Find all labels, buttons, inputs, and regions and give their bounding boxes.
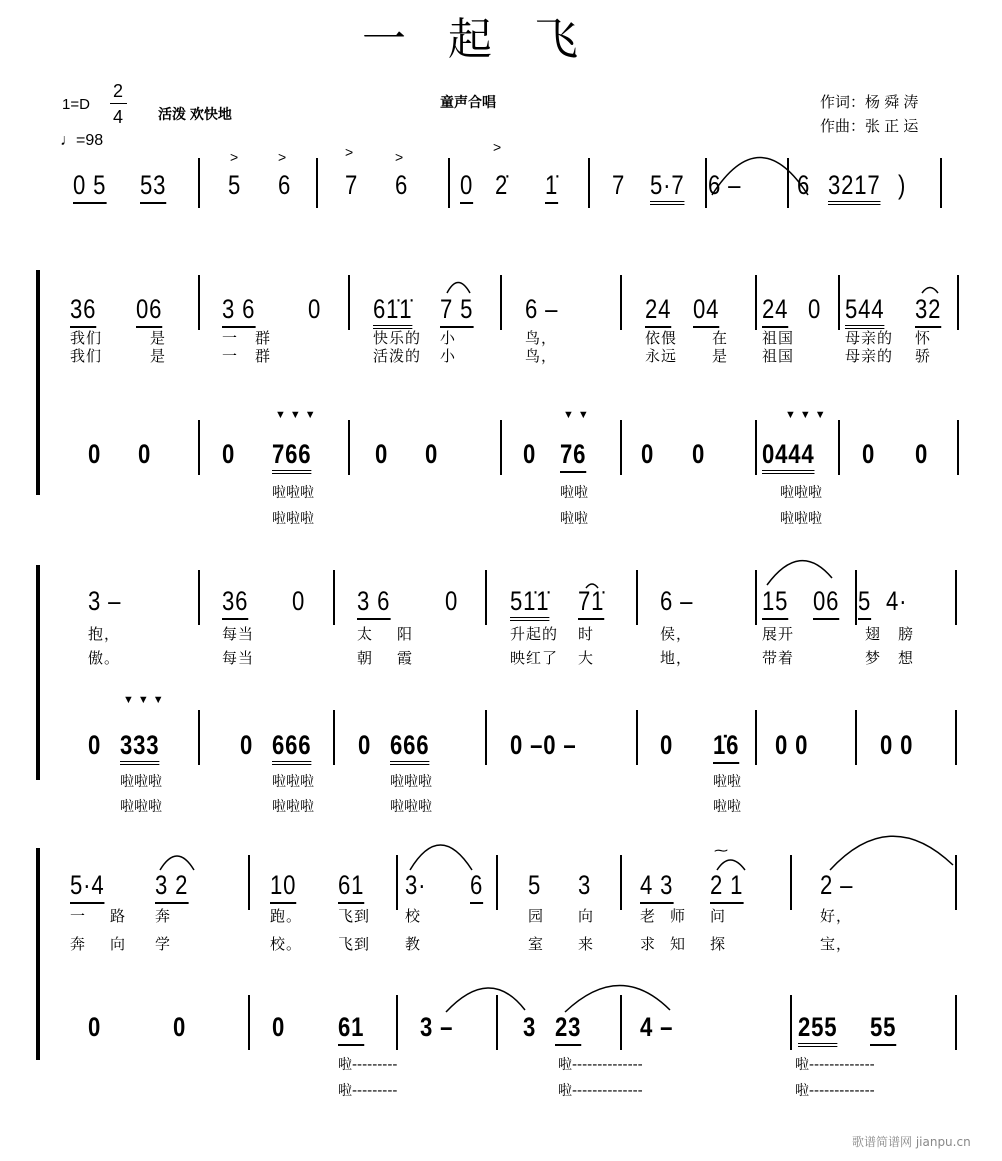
- harmony-lyric-verse1: 啦啦啦: [272, 485, 314, 501]
- barline: [787, 158, 789, 208]
- key-signature: 1=D: [62, 96, 90, 113]
- harmony-note: 76: [560, 441, 586, 473]
- harmony-note: 0: [660, 730, 674, 760]
- tempo-marking: ♩=98: [60, 132, 104, 149]
- barline: [838, 275, 840, 330]
- lyric-verse1: 园: [528, 907, 545, 925]
- lyric-verse2: 大: [578, 649, 595, 667]
- barline: [755, 710, 757, 765]
- melody-note: 61: [338, 872, 364, 904]
- time-signature-bottom: 4: [113, 107, 124, 127]
- accent-mark: >: [345, 144, 354, 160]
- barline: [198, 710, 200, 765]
- harmony-note: 666: [272, 732, 311, 765]
- harmony-note: 1̇6: [713, 732, 739, 764]
- lyric-verse2: 奔: [70, 935, 87, 953]
- harmony-note: 0: [692, 439, 706, 469]
- melody-note: 24: [762, 296, 788, 328]
- harmony-note: 0: [915, 439, 929, 469]
- harmony-note: 3: [523, 1012, 537, 1042]
- melody-note: 6: [470, 872, 483, 904]
- harmony-lyric-verse2: 啦啦啦: [390, 799, 432, 815]
- harmony-note: 0: [862, 439, 876, 469]
- lyric-verse1: 在: [712, 329, 729, 347]
- melody-note: 10: [270, 872, 296, 904]
- lyric-verse1: 每当: [222, 625, 255, 643]
- harmony-note: 0: [240, 730, 254, 760]
- harmony-note: 255: [798, 1014, 837, 1047]
- intro-note: 7: [345, 170, 359, 200]
- lyric-verse1: 膀: [898, 625, 915, 643]
- ornament-mark: ⁓: [714, 842, 728, 858]
- accent-mark: >: [395, 149, 404, 165]
- harmony-lyric-verse1: 啦啦: [713, 774, 741, 790]
- melody-note: 3 6: [357, 588, 390, 620]
- intro-note: 7: [612, 170, 626, 200]
- lyric-verse1: 怀: [915, 329, 932, 347]
- lyric-verse1: 问: [710, 907, 727, 925]
- melody-note: 544: [845, 296, 884, 329]
- melody-note: 5: [858, 588, 871, 620]
- melody-note: 2 1: [710, 872, 743, 904]
- harmony-lyric-verse2: 啦啦啦: [780, 511, 822, 527]
- lyric-verse1: 翅: [865, 625, 882, 643]
- melody-note: 5: [528, 870, 542, 900]
- harmony-note: 0: [173, 1012, 187, 1042]
- song-title: 一起飞: [362, 14, 620, 65]
- lyric-verse2: 室: [528, 935, 545, 953]
- harmony-lyric-verse2: 啦啦啦: [272, 799, 314, 815]
- lyric-verse1: 小: [440, 329, 457, 347]
- melody-note: 3 2: [155, 872, 188, 904]
- melody-note: 15: [762, 588, 788, 620]
- intro-note: 2̇: [495, 170, 509, 200]
- lyric-verse2: 小: [440, 347, 457, 365]
- melody-note: 0: [445, 586, 459, 616]
- barline: [248, 995, 250, 1050]
- melody-note: 3: [578, 870, 592, 900]
- melody-note: 3·: [405, 870, 427, 900]
- lyric-verse2: 永远: [645, 347, 678, 365]
- harmony-note: 0: [425, 439, 439, 469]
- lyric-verse2: 求: [640, 935, 657, 953]
- barline: [396, 855, 398, 910]
- lyric-verse1: 奔: [155, 907, 172, 925]
- barline: [588, 158, 590, 208]
- lyric-verse1: 我们: [70, 329, 103, 347]
- melody-note: 51̇1̇: [510, 588, 549, 621]
- lyric-verse1: 飞到: [338, 907, 371, 925]
- intro-note: 0: [460, 172, 473, 204]
- intro-note: 53: [140, 172, 166, 204]
- melody-note: 61̇1̇: [373, 296, 412, 329]
- slur-arc: [767, 561, 832, 585]
- barline: [957, 420, 959, 475]
- melody-note: 06: [813, 588, 839, 620]
- harmony-note: 0: [641, 439, 655, 469]
- barline: [485, 710, 487, 765]
- lyric-verse1: 快乐的: [373, 329, 422, 347]
- barline: [755, 275, 757, 330]
- lyric-verse1: 太: [357, 625, 374, 643]
- lyric-verse1: 抱，: [88, 625, 121, 643]
- intro-note: 6: [278, 170, 292, 200]
- lyric-verse2: 宝，: [820, 935, 853, 953]
- intro-note: 6: [395, 170, 409, 200]
- intro-note: 3217: [828, 172, 881, 205]
- lyric-verse2: 飞到: [338, 935, 371, 953]
- melody-note: 71̇: [578, 588, 604, 620]
- lyric-verse1: 一: [70, 907, 87, 925]
- intro-note: 5·7: [650, 172, 684, 205]
- lyric-verse1: 老: [640, 907, 657, 925]
- barline: [620, 855, 622, 910]
- harmony-lyric-verse2: 啦---------: [338, 1083, 398, 1099]
- barline: [333, 710, 335, 765]
- harmony-note: 0 –0 –: [510, 730, 577, 760]
- lyric-verse2: 傲。: [88, 649, 121, 667]
- lyric-verse2: 梦: [865, 649, 882, 667]
- melody-note: 36: [222, 588, 248, 620]
- harmony-note: 0 0: [775, 730, 809, 760]
- harmony-note: 766: [272, 441, 311, 474]
- lyric-verse1: 阳: [397, 625, 414, 643]
- lyric-verse1: 好，: [820, 907, 853, 925]
- barline: [348, 420, 350, 475]
- lyric-verse2: 知: [670, 935, 687, 953]
- lyric-verse2: 地，: [660, 649, 693, 667]
- staccato-marks: ▼▼▼: [123, 694, 168, 706]
- barline: [348, 275, 350, 330]
- harmony-lyric-verse1: 啦-------------: [795, 1057, 875, 1073]
- barline: [636, 570, 638, 625]
- barline: [333, 570, 335, 625]
- harmony-lyric-verse2: 啦啦: [560, 511, 588, 527]
- harmony-lyric-verse2: 啦-------------: [795, 1083, 875, 1099]
- melody-note: 0: [808, 294, 822, 324]
- watermark: 歌谱简谱网 jianpu.cn: [852, 1135, 971, 1149]
- barline: [396, 995, 398, 1050]
- composer-credit: 作曲：张 正 运: [820, 118, 919, 135]
- slur-arc: [160, 856, 194, 870]
- lyricist-credit: 作词：杨 舜 涛: [820, 94, 919, 111]
- barline: [496, 995, 498, 1050]
- slur-arc: [565, 985, 670, 1012]
- lyric-verse2: 带着: [762, 649, 795, 667]
- expression-marking: 活泼 欢快地: [158, 106, 232, 122]
- lyric-verse2: 群: [255, 347, 272, 365]
- harmony-note: 0: [88, 730, 102, 760]
- barline: [248, 855, 250, 910]
- barline: [198, 420, 200, 475]
- lyric-verse2: 是: [150, 347, 167, 365]
- barline: [198, 570, 200, 625]
- lyric-verse2: 想: [898, 649, 915, 667]
- lyric-verse1: 群: [255, 329, 272, 347]
- harmony-note: 0: [358, 730, 372, 760]
- harmony-lyric-verse2: 啦啦啦: [120, 799, 162, 815]
- time-signature-top: 2: [113, 81, 124, 101]
- barline: [620, 275, 622, 330]
- harmony-note: 0: [272, 1012, 286, 1042]
- harmony-note: 0444: [762, 441, 815, 474]
- harmony-note: 0: [138, 439, 152, 469]
- barline: [955, 855, 957, 910]
- barline: [955, 710, 957, 765]
- melody-note: 3 –: [88, 586, 122, 616]
- lyric-verse1: 侯，: [660, 625, 693, 643]
- harmony-note: 666: [390, 732, 429, 765]
- lyric-verse1: 时: [578, 625, 595, 643]
- lyric-verse2: 映红了: [510, 649, 559, 667]
- lyric-verse2: 校。: [270, 935, 303, 953]
- harmony-note: 61: [338, 1014, 364, 1046]
- lyric-verse2: 教: [405, 935, 422, 953]
- lyric-verse1: 祖国: [762, 329, 795, 347]
- barline: [955, 995, 957, 1050]
- barline: [838, 420, 840, 475]
- melody-note: 6 –: [660, 586, 694, 616]
- harmony-note: 0 0: [880, 730, 914, 760]
- barline: [755, 570, 757, 625]
- melody-note: 24: [645, 296, 671, 328]
- barline: [316, 158, 318, 208]
- harmony-note: 0: [88, 1012, 102, 1042]
- lyric-verse1: 升起的: [510, 625, 559, 643]
- intro-note: 1̇: [545, 172, 558, 204]
- harmony-lyric-verse1: 啦啦啦: [780, 485, 822, 501]
- barline: [500, 275, 502, 330]
- harmony-lyric-verse2: 啦--------------: [558, 1083, 643, 1099]
- slur-arc: [830, 836, 953, 870]
- lyric-verse2: 我们: [70, 347, 103, 365]
- lyric-verse2: 是: [712, 347, 729, 365]
- melody-note: 2 –: [820, 870, 854, 900]
- barline: [496, 855, 498, 910]
- lyric-verse2: 向: [110, 935, 127, 953]
- lyric-verse2: 霞: [397, 649, 414, 667]
- harmony-lyric-verse2: 啦啦啦: [272, 511, 314, 527]
- melody-note: 4·: [886, 586, 908, 616]
- slur-arc: [922, 288, 938, 294]
- melody-note: 06: [136, 296, 162, 328]
- lyric-verse2: 骄: [915, 347, 932, 365]
- melody-note: 4 3: [640, 872, 673, 904]
- intro-note: 6: [797, 170, 811, 200]
- harmony-lyric-verse1: 啦啦啦: [390, 774, 432, 790]
- harmony-lyric-verse1: 啦---------: [338, 1057, 398, 1073]
- barline: [485, 570, 487, 625]
- lyric-verse1: 向: [578, 907, 595, 925]
- harmony-note: 0: [222, 439, 236, 469]
- staccato-marks: ▼▼▼: [275, 409, 320, 421]
- barline: [755, 420, 757, 475]
- performance-type: 童声合唱: [440, 94, 496, 110]
- accent-mark: >: [230, 149, 239, 165]
- intro-note: ): [898, 170, 907, 200]
- harmony-note: 333: [120, 732, 159, 765]
- staccato-marks: ▼▼: [563, 409, 593, 421]
- melody-note: 7 5: [440, 296, 473, 328]
- lyric-verse1: 鸟，: [525, 329, 558, 347]
- melody-note: 04: [693, 296, 719, 328]
- slur-arc: [447, 283, 470, 294]
- slur-arc: [410, 845, 472, 870]
- intro-note: 6 –: [708, 170, 742, 200]
- lyric-verse2: 来: [578, 935, 595, 953]
- lyric-verse1: 师: [670, 907, 687, 925]
- melody-note: 6 –: [525, 294, 559, 324]
- harmony-note: 23: [555, 1014, 581, 1046]
- accent-mark: >: [278, 149, 287, 165]
- lyric-verse2: 每当: [222, 649, 255, 667]
- barline: [957, 275, 959, 330]
- melody-note: 3 6: [222, 296, 255, 328]
- slur-arc: [446, 988, 525, 1012]
- lyric-verse1: 是: [150, 329, 167, 347]
- harmony-note: 0: [88, 439, 102, 469]
- melody-note: 32: [915, 296, 941, 328]
- harmony-note: 0: [523, 439, 537, 469]
- harmony-lyric-verse1: 啦--------------: [558, 1057, 643, 1073]
- barline: [855, 570, 857, 625]
- harmony-note: 0: [375, 439, 389, 469]
- lyric-verse2: 母亲的: [845, 347, 894, 365]
- lyric-verse1: 依偎: [645, 329, 678, 347]
- lyric-verse1: 一: [222, 329, 239, 347]
- barline: [790, 995, 792, 1050]
- melody-note: 0: [308, 294, 322, 324]
- melody-note: 36: [70, 296, 96, 328]
- lyric-verse1: 跑。: [270, 907, 303, 925]
- barline: [448, 158, 450, 208]
- harmony-lyric-verse1: 啦啦: [560, 485, 588, 501]
- barline: [500, 420, 502, 475]
- harmony-note: 4 –: [640, 1012, 674, 1042]
- lyric-verse2: 一: [222, 347, 239, 365]
- harmony-note: 55: [870, 1014, 896, 1046]
- barline: [198, 158, 200, 208]
- barline: [955, 570, 957, 625]
- lyric-verse2: 活泼的: [373, 347, 422, 365]
- harmony-lyric-verse2: 啦啦: [713, 799, 741, 815]
- lyric-verse2: 祖国: [762, 347, 795, 365]
- melody-note: 5·4: [70, 872, 104, 904]
- lyric-verse2: 朝: [357, 649, 374, 667]
- lyric-verse1: 母亲的: [845, 329, 894, 347]
- harmony-lyric-verse1: 啦啦啦: [272, 774, 314, 790]
- lyric-verse1: 展开: [762, 625, 795, 643]
- barline: [940, 158, 942, 208]
- barline: [620, 420, 622, 475]
- lyric-verse1: 校: [405, 907, 422, 925]
- barline: [790, 855, 792, 910]
- barline: [855, 710, 857, 765]
- lyric-verse2: 学: [155, 935, 172, 953]
- lyric-verse2: 探: [710, 935, 727, 953]
- staccato-marks: ▼▼▼: [785, 409, 830, 421]
- slur-arc: [717, 860, 745, 870]
- lyric-verse1: 路: [110, 907, 127, 925]
- barline: [705, 158, 707, 208]
- barline: [636, 710, 638, 765]
- harmony-note: 3 –: [420, 1012, 454, 1042]
- intro-note: 5: [228, 170, 242, 200]
- harmony-lyric-verse1: 啦啦啦: [120, 774, 162, 790]
- melody-note: 0: [292, 586, 306, 616]
- lyric-verse2: 鸟，: [525, 347, 558, 365]
- accent-mark: >: [493, 139, 502, 155]
- barline: [620, 995, 622, 1050]
- barline: [198, 275, 200, 330]
- intro-note: 0 5: [73, 172, 106, 204]
